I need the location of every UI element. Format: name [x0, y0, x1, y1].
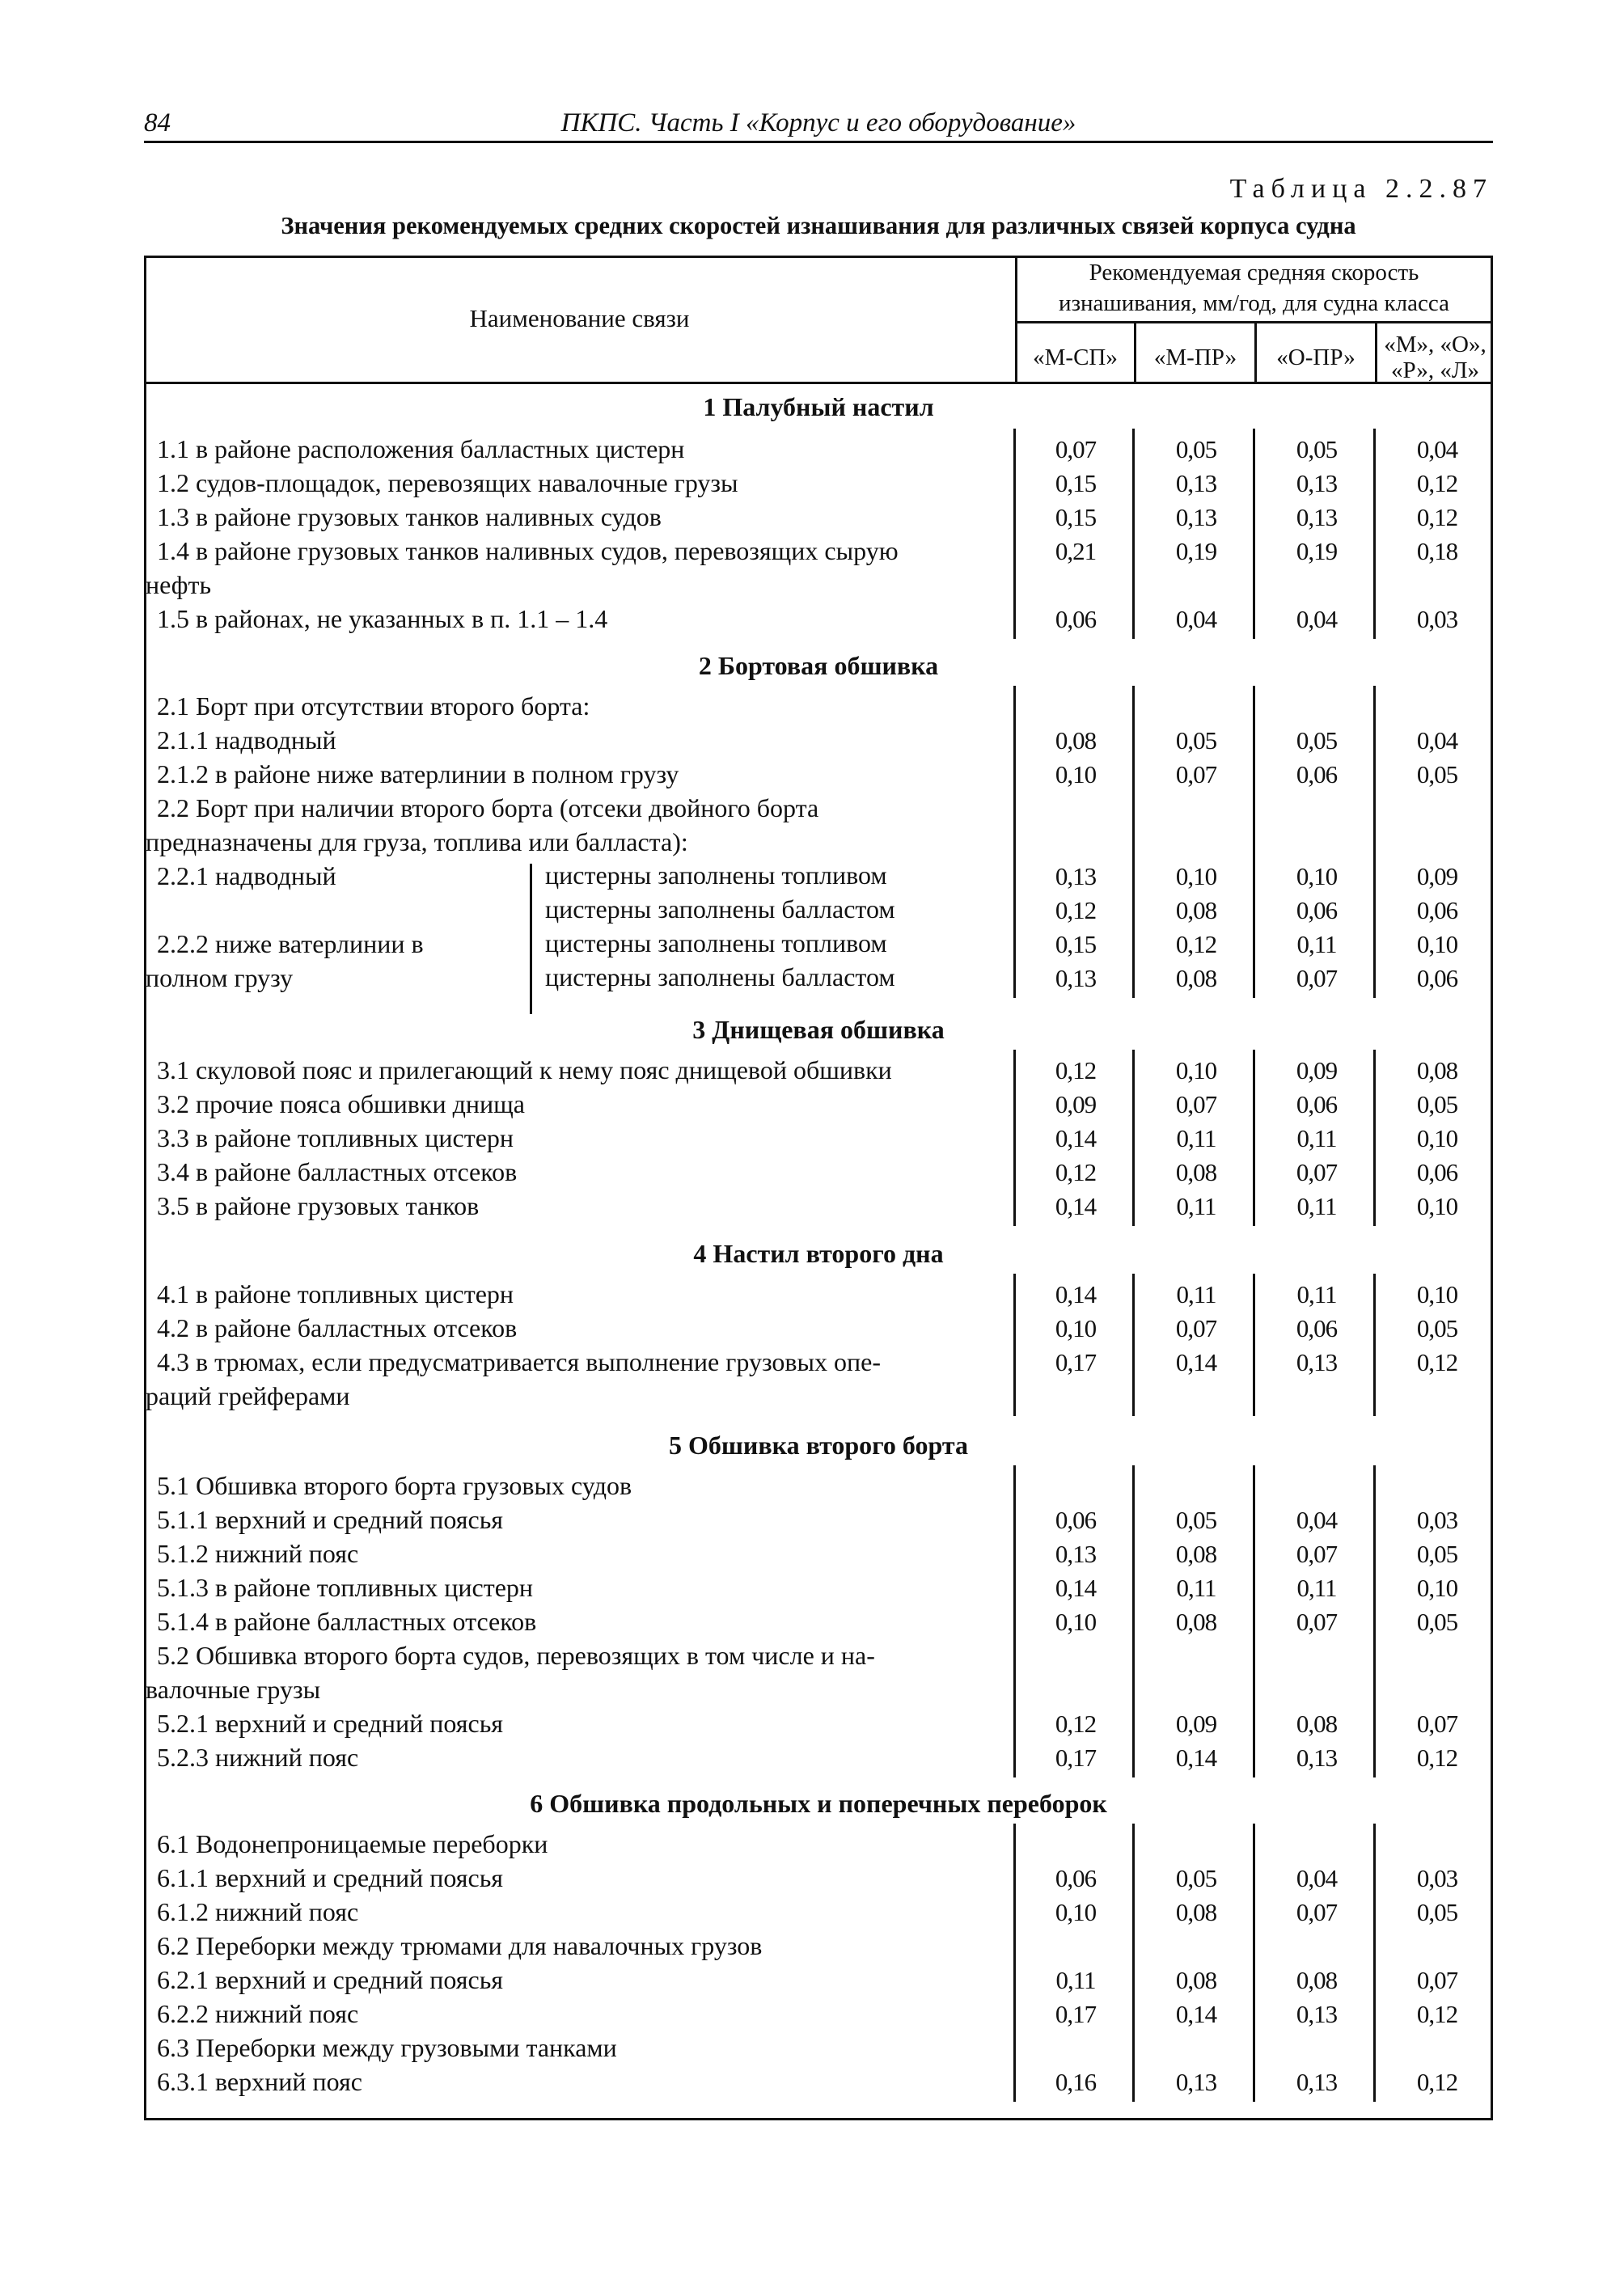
value-cell: 0,06 [1416, 1158, 1458, 1186]
value-cell: 0,17 [1055, 1744, 1097, 1772]
value-cell: 0,12 [1055, 896, 1097, 924]
value-cell: 0,08 [1296, 1710, 1338, 1738]
value-cell: 0,05 [1416, 1314, 1458, 1342]
value-cell: 0,14 [1055, 1280, 1097, 1308]
value-cell: 0,15 [1055, 469, 1097, 497]
value-cell: 0,04 [1416, 726, 1458, 755]
row-label: 5.2.1 верхний и средний поясья [157, 1709, 504, 1738]
value-cell: 0,12 [1416, 469, 1458, 497]
row-label: 2.2.2 ниже ватерлинии в [157, 929, 424, 958]
row-label-continuation: раций грейферами [146, 1381, 350, 1410]
value-cell: 0,10 [1175, 1056, 1217, 1084]
value-cell: 0,13 [1055, 964, 1097, 992]
value-cell: 0,05 [1416, 1898, 1458, 1926]
value-cell: 0,11 [1176, 1192, 1216, 1220]
column-header-m-sp: «М-СП» [1033, 344, 1118, 370]
value-cell: 0,14 [1175, 1744, 1217, 1772]
row-label: 6.1.1 верхний и средний поясья [157, 1863, 504, 1892]
row-label: 2.1 Борт при отсутствии второго борта: [157, 691, 590, 721]
value-cell: 0,06 [1296, 760, 1338, 788]
column-header-o-pr: «О-ПР» [1276, 344, 1355, 370]
value-cell: 0,05 [1416, 1090, 1458, 1118]
column-header-m-o-r-l [1377, 333, 1493, 382]
value-cell: 0,05 [1175, 726, 1217, 755]
row-label: 3.3 в районе топливных цистерн [157, 1123, 514, 1152]
row-label: 2.2.1 надводный [157, 861, 336, 890]
value-cell: 0,05 [1416, 1540, 1458, 1568]
row-label: 4.1 в районе топливных цистерн [157, 1279, 514, 1308]
section-title: 5 Обшивка второго борта [669, 1431, 968, 1460]
column-separator [1132, 1274, 1135, 1416]
value-cell: 0,06 [1296, 1314, 1338, 1342]
row-label-continuation: нефть [146, 570, 212, 599]
column-separator [1253, 1824, 1255, 2102]
row-label: 1.5 в районах, не указанных в п. 1.1 – 1.4 [157, 604, 608, 633]
row-label: 4.3 в трюмах, если предусматривается выполнение грузовых опе- [157, 1347, 881, 1376]
value-cell: 0,08 [1175, 1158, 1217, 1186]
column-group-header-line: изнашивания, мм/год, для судна класса [1059, 290, 1449, 316]
value-cell: 0,12 [1416, 2000, 1458, 2028]
value-cell: 0,18 [1416, 537, 1458, 565]
column-separator [1373, 1465, 1376, 1777]
value-cell: 0,07 [1175, 1090, 1217, 1118]
value-cell: 0,11 [1176, 1574, 1216, 1602]
column-separator [1253, 429, 1255, 639]
row-label: 5.1.4 в районе балластных отсеков [157, 1607, 537, 1636]
value-cell: 0,12 [1175, 930, 1217, 958]
column-separator [1013, 686, 1016, 998]
value-cell: 0,11 [1296, 1192, 1337, 1220]
column-separator [1013, 1465, 1016, 1777]
value-cell: 0,09 [1296, 1056, 1338, 1084]
column-separator [1132, 1050, 1135, 1226]
row-sublabel: цистерны заполнены топливом [545, 928, 887, 957]
column-separator [1253, 1465, 1255, 1777]
value-cell: 0,11 [1296, 930, 1337, 958]
column-header-m-pr: «М-ПР» [1153, 344, 1237, 370]
value-cell: 0,10 [1175, 862, 1217, 890]
value-cell: 0,14 [1175, 1348, 1217, 1376]
value-cell: 0,05 [1416, 760, 1458, 788]
row-label: 1.1 в районе расположения балластных цистерн [157, 434, 685, 463]
row-label: полном грузу [146, 963, 294, 992]
value-cell: 0,06 [1416, 896, 1458, 924]
value-cell: 0,12 [1416, 2068, 1458, 2096]
value-cell: 0,07 [1296, 1608, 1338, 1636]
column-separator [1253, 1050, 1255, 1226]
value-cell: 0,08 [1175, 1966, 1217, 1994]
value-cell: 0,03 [1416, 1864, 1458, 1892]
value-cell: 0,10 [1296, 862, 1338, 890]
value-cell: 0,19 [1175, 537, 1217, 565]
column-separator [1373, 429, 1376, 639]
value-cell: 0,10 [1416, 1124, 1458, 1152]
value-cell: 0,10 [1416, 930, 1458, 958]
table-label: Таблица 2.2.87 [1229, 174, 1493, 204]
value-cell: 0,07 [1175, 1314, 1217, 1342]
value-cell: 0,03 [1416, 605, 1458, 633]
value-cell: 0,08 [1175, 1608, 1217, 1636]
value-cell: 0,07 [1296, 964, 1338, 992]
row-label: 2.1.2 в районе ниже ватерлинии в полном грузу [157, 759, 679, 788]
value-cell: 0,06 [1055, 605, 1097, 633]
row-label: 6.1 Водонепроницаемые переборки [157, 1829, 548, 1858]
value-cell: 0,04 [1296, 1506, 1338, 1534]
column-header-line: «М», «О», [1384, 332, 1487, 357]
value-cell: 0,04 [1296, 1864, 1338, 1892]
value-cell: 0,13 [1296, 1744, 1338, 1772]
column-separator [1253, 1274, 1255, 1416]
table-title: Значения рекомендуемых средних скоростей изнашивания для различных связей корпуса судна [281, 212, 1356, 239]
row-label: 1.4 в районе грузовых танков наливных судов, перевозящих сырую [157, 536, 899, 565]
value-cell: 0,17 [1055, 2000, 1097, 2028]
value-cell: 0,13 [1175, 503, 1217, 531]
value-cell: 0,08 [1175, 1898, 1217, 1926]
row-label: 5.2 Обшивка второго борта судов, перевозящих в том числе и на- [157, 1641, 875, 1670]
row-label: 1.2 судов-площадок, перевозящих навалочные грузы [157, 468, 738, 497]
row-label: 6.1.2 нижний пояс [157, 1897, 359, 1926]
value-cell: 0,11 [1296, 1280, 1337, 1308]
value-cell: 0,08 [1175, 964, 1217, 992]
value-cell: 0,05 [1175, 1864, 1217, 1892]
value-cell: 0,10 [1416, 1280, 1458, 1308]
column-header-name: Наименование связи [469, 304, 690, 332]
value-cell: 0,07 [1296, 1540, 1338, 1568]
row-sublabel: цистерны заполнены топливом [545, 860, 887, 890]
value-cell: 0,15 [1055, 503, 1097, 531]
value-cell: 0,08 [1055, 726, 1097, 755]
value-cell: 0,11 [1176, 1280, 1216, 1308]
column-separator [1373, 686, 1376, 998]
column-separator [1132, 686, 1135, 998]
value-cell: 0,06 [1416, 964, 1458, 992]
column-separator [1253, 686, 1255, 998]
value-cell: 0,10 [1416, 1192, 1458, 1220]
value-cell: 0,08 [1175, 896, 1217, 924]
value-cell: 0,11 [1296, 1124, 1337, 1152]
section-title: 2 Бортовая обшивка [698, 651, 939, 680]
value-cell: 0,11 [1055, 1966, 1096, 1994]
row-label: 6.2.1 верхний и средний поясья [157, 1965, 504, 1994]
value-cell: 0,08 [1296, 1966, 1338, 1994]
column-separator [1013, 1824, 1016, 2102]
column-separator [1013, 429, 1016, 639]
value-cell: 0,13 [1296, 503, 1338, 531]
value-cell: 0,13 [1055, 862, 1097, 890]
column-separator [1132, 1824, 1135, 2102]
header-bottom-rule [144, 382, 1493, 384]
row-label: 3.4 в районе балластных отсеков [157, 1157, 518, 1186]
value-cell: 0,04 [1416, 435, 1458, 463]
row-label: 3.5 в районе грузовых танков [157, 1191, 480, 1220]
value-cell: 0,21 [1055, 537, 1097, 565]
value-cell: 0,19 [1296, 537, 1338, 565]
row-label-continuation: валочные грузы [146, 1675, 321, 1704]
column-separator [1013, 1050, 1016, 1226]
value-cell: 0,07 [1055, 435, 1097, 463]
value-cell: 0,13 [1175, 469, 1217, 497]
section-title: 1 Палубный настил [703, 392, 934, 421]
row-label-continuation: предназначены для груза, топлива или балласта): [146, 827, 688, 856]
value-cell: 0,07 [1416, 1710, 1458, 1738]
value-cell: 0,05 [1296, 726, 1338, 755]
row-label: 5.2.3 нижний пояс [157, 1743, 359, 1772]
row-label: 5.1 Обшивка второго борта грузовых судов [157, 1471, 632, 1500]
value-cell: 0,07 [1296, 1158, 1338, 1186]
value-cell: 0,05 [1416, 1608, 1458, 1636]
value-cell: 0,10 [1055, 1608, 1097, 1636]
row-label: 6.3 Переборки между грузовыми танками [157, 2033, 617, 2062]
value-cell: 0,12 [1055, 1710, 1097, 1738]
row-sublabel: цистерны заполнены балластом [545, 894, 895, 924]
value-cell: 0,12 [1055, 1158, 1097, 1186]
value-cell: 0,09 [1175, 1710, 1217, 1738]
section-title: 3 Днищевая обшивка [692, 1015, 945, 1044]
value-cell: 0,11 [1296, 1574, 1337, 1602]
row-label: 6.2.2 нижний пояс [157, 1999, 359, 2028]
value-cell: 0,07 [1175, 760, 1217, 788]
value-cell: 0,12 [1416, 1348, 1458, 1376]
column-separator [1132, 1465, 1135, 1777]
value-cell: 0,11 [1176, 1124, 1216, 1152]
row-label: 5.1.3 в районе топливных цистерн [157, 1573, 534, 1602]
row-sublabel: цистерны заполнены балластом [545, 962, 895, 991]
column-separator [530, 864, 532, 1014]
value-cell: 0,06 [1055, 1864, 1097, 1892]
column-separator [1373, 1274, 1376, 1416]
value-cell: 0,03 [1416, 1506, 1458, 1534]
column-separator [1013, 1274, 1016, 1416]
value-cell: 0,12 [1416, 1744, 1458, 1772]
value-cell: 0,16 [1055, 2068, 1097, 2096]
column-header-line: «Р», «Л» [1390, 357, 1480, 383]
row-label: 3.1 скуловой пояс и прилегающий к нему пояс днищевой обшивки [157, 1055, 892, 1084]
value-cell: 0,17 [1055, 1348, 1097, 1376]
page-number: 84 [144, 108, 171, 137]
column-separator [1132, 429, 1135, 639]
value-cell: 0,09 [1055, 1090, 1097, 1118]
row-label: 3.2 прочие пояса обшивки днища [157, 1089, 525, 1118]
column-group-header-line: Рекомендуемая средняя скорость [1089, 260, 1419, 285]
value-cell: 0,05 [1175, 1506, 1217, 1534]
value-cell: 0,10 [1055, 1898, 1097, 1926]
row-label: 6.2 Переборки между трюмами для навалочных грузов [157, 1931, 763, 1960]
row-label: 1.3 в районе грузовых танков наливных судов [157, 502, 662, 531]
value-cell: 0,14 [1055, 1574, 1097, 1602]
value-cell: 0,12 [1416, 503, 1458, 531]
value-cell: 0,06 [1055, 1506, 1097, 1534]
column-separator [1373, 1050, 1376, 1226]
page-header [144, 105, 1493, 143]
value-cell: 0,05 [1175, 435, 1217, 463]
row-label: 4.2 в районе балластных отсеков [157, 1313, 518, 1342]
value-cell: 0,08 [1416, 1056, 1458, 1084]
value-cell: 0,13 [1296, 469, 1338, 497]
value-cell: 0,14 [1055, 1124, 1097, 1152]
value-cell: 0,05 [1296, 435, 1338, 463]
value-cell: 0,06 [1296, 896, 1338, 924]
row-label: 6.3.1 верхний пояс [157, 2067, 362, 2096]
row-label: 5.1.2 нижний пояс [157, 1539, 359, 1568]
column-separator [1373, 1824, 1376, 2102]
value-cell: 0,13 [1296, 2068, 1338, 2096]
value-cell: 0,13 [1055, 1540, 1097, 1568]
value-cell: 0,07 [1296, 1898, 1338, 1926]
value-cell: 0,10 [1055, 760, 1097, 788]
section-title: 6 Обшивка продольных и поперечных переборок [530, 1789, 1107, 1818]
value-cell: 0,14 [1175, 2000, 1217, 2028]
value-cell: 0,04 [1175, 605, 1217, 633]
value-cell: 0,13 [1296, 1348, 1338, 1376]
column-group-header [1015, 257, 1493, 319]
value-cell: 0,06 [1296, 1090, 1338, 1118]
value-cell: 0,10 [1055, 1314, 1097, 1342]
value-cell: 0,09 [1416, 862, 1458, 890]
row-label: 5.1.1 верхний и средний поясья [157, 1505, 504, 1534]
value-cell: 0,10 [1416, 1574, 1458, 1602]
value-cell: 0,08 [1175, 1540, 1217, 1568]
row-label: 2.1.1 надводный [157, 725, 336, 755]
value-cell: 0,14 [1055, 1192, 1097, 1220]
value-cell: 0,13 [1296, 2000, 1338, 2028]
value-cell: 0,15 [1055, 930, 1097, 958]
row-label: 2.2 Борт при наличии второго борта (отсеки двойного борта [157, 793, 819, 822]
section-title: 4 Настил второго дна [693, 1239, 944, 1268]
value-cell: 0,12 [1055, 1056, 1097, 1084]
value-cell: 0,04 [1296, 605, 1338, 633]
value-cell: 0,13 [1175, 2068, 1217, 2096]
running-title: ПКПС. Часть I «Корпус и его оборудование» [560, 108, 1076, 137]
value-cell: 0,07 [1416, 1966, 1458, 1994]
